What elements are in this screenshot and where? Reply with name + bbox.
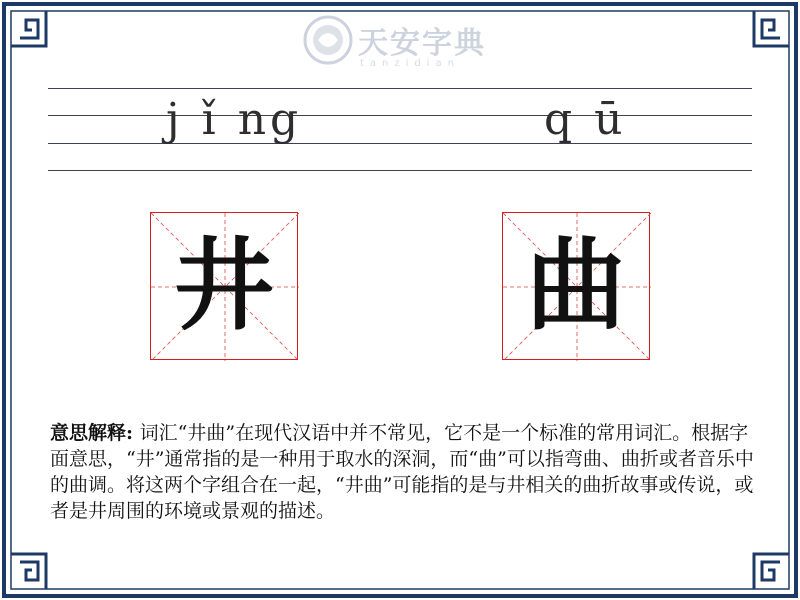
staff-line xyxy=(48,170,752,171)
meaning-separator: : xyxy=(126,422,140,444)
logo-emblem-icon xyxy=(302,14,354,66)
character-grid-first xyxy=(150,212,298,360)
pinyin-first: j ǐ ng xyxy=(166,94,303,145)
meaning-text: 词汇“井曲”在现代汉语中并不常见，它不是一个标准的常用词汇。根据字面意思，“井”通常指的是一种用于取水的深洞，而“曲”可以指弯曲、曲折或者音乐中的曲调。将这两个字组合在一起，“井曲”可能指的是与井相关的曲折故事或传说，或者是井周围的环境或景观的描述。 xyxy=(50,422,754,522)
meaning-paragraph xyxy=(50,420,754,524)
corner-ornament-bottom-right xyxy=(754,554,789,589)
logo-subtitle: tanzidian xyxy=(360,58,461,69)
character-grid-second xyxy=(502,212,650,360)
corner-ornament-bottom-left xyxy=(11,554,46,589)
meaning-label: 意思解释 xyxy=(50,422,127,444)
character-second: 曲 xyxy=(526,227,626,344)
corner-ornament-top-left xyxy=(11,11,46,46)
staff-line xyxy=(48,143,752,144)
logo-name: 天安字典 xyxy=(358,26,486,61)
corner-ornament-top-right xyxy=(754,11,789,46)
site-logo xyxy=(300,14,500,74)
pinyin-second: q ū xyxy=(544,94,627,145)
pinyin-staff xyxy=(48,88,752,172)
character-first: 井 xyxy=(174,227,274,344)
staff-line xyxy=(48,115,752,116)
staff-line xyxy=(48,88,752,89)
